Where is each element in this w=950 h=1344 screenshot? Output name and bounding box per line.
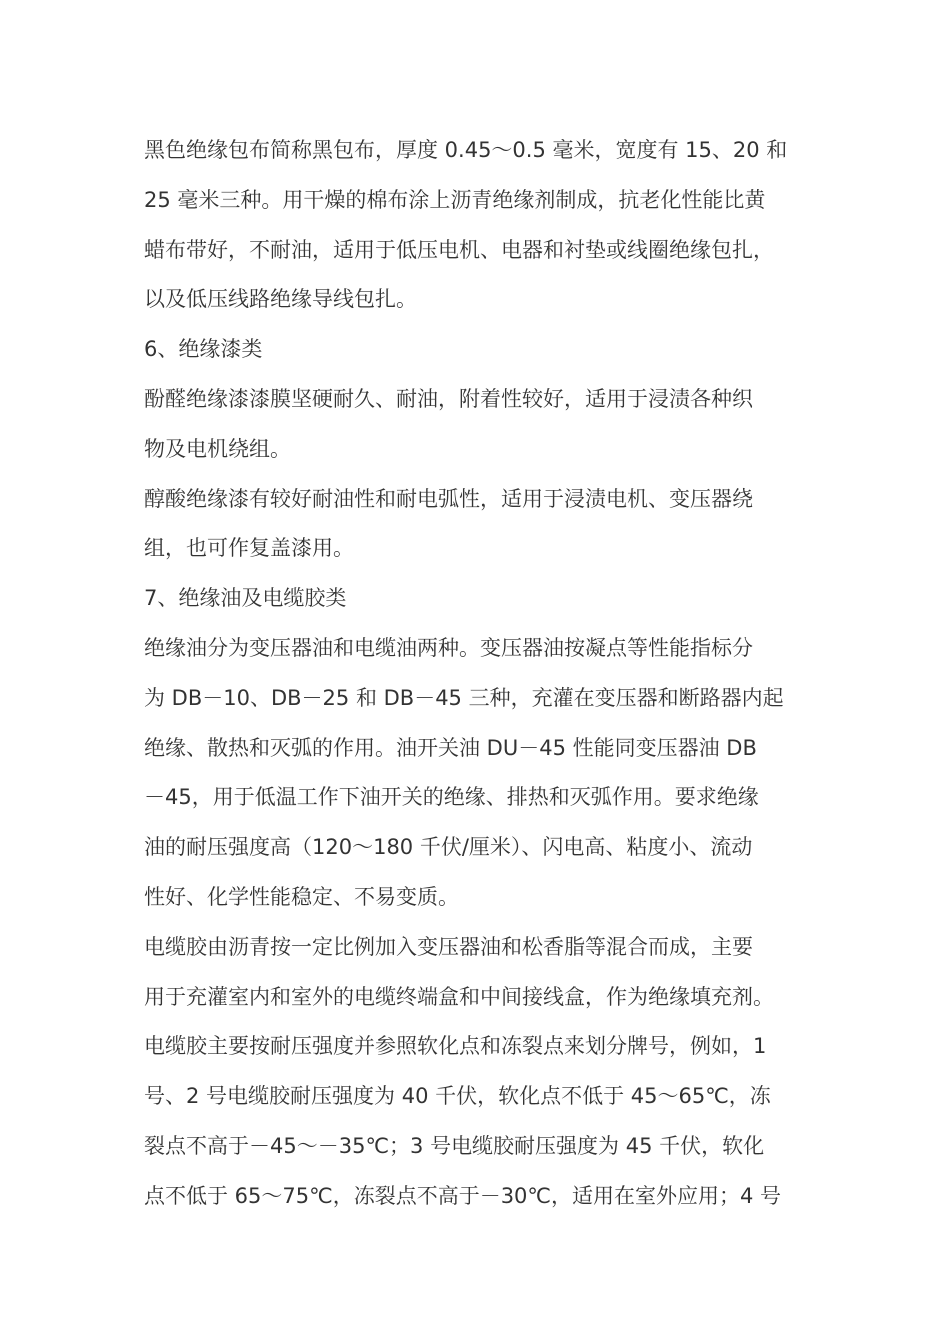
- text-line: 25 毫米三种。用干燥的棉布涂上沥青绝缘剂制成，抗老化性能比黄: [144, 187, 766, 212]
- text-line: 电缆胶主要按耐压强度并参照软化点和冻裂点来划分牌号，例如，1: [144, 1034, 767, 1059]
- text-line: 蜡布带好，不耐油，适用于低压电机、电器和衬垫或线圈绝缘包扎，: [144, 237, 774, 262]
- text-line: 物及电机绕组。: [144, 436, 291, 461]
- text-line: －45，用于低温工作下油开关的绝缘、排热和灭弧作用。要求绝缘: [144, 785, 759, 810]
- text-line: 以及低压线路绝缘导线包扎。: [144, 287, 417, 312]
- text-line: 酚醛绝缘漆漆膜坚硬耐久、耐油，附着性较好，适用于浸渍各种织: [144, 386, 753, 411]
- section-heading: 7、绝缘油及电缆胶类: [144, 586, 347, 611]
- text-line: 黑色绝缘包布简称黑包布，厚度 0.45～0.5 毫米，宽度有 15、20 和: [144, 138, 788, 162]
- text-line: 用于充灌室内和室外的电缆终端盒和中间接线盒，作为绝缘填充剂。: [144, 984, 774, 1009]
- text-line: 电缆胶由沥青按一定比例加入变压器油和松香脂等混合而成，主要: [144, 934, 753, 959]
- text-line: 醇酸绝缘漆有较好耐油性和耐电弧性，适用于浸渍电机、变压器绕: [144, 486, 753, 511]
- text-line: 点不低于 65～75℃，冻裂点不高于－30℃，适用在室外应用；4 号: [144, 1183, 782, 1208]
- body-text: [144, 126, 844, 1222]
- text-line: 裂点不高于－45～－35℃；3 号电缆胶耐压强度为 45 千伏，软化: [144, 1133, 765, 1158]
- text-line: 为 DB－10、DB－25 和 DB－45 三种，充灌在变压器和断路器内起: [144, 685, 784, 710]
- text-line: 绝缘、散热和灭弧的作用。油开关油 DU－45 性能同变压器油 DB: [144, 735, 757, 760]
- text-line: 绝缘油分为变压器油和电缆油两种。变压器油按凝点等性能指标分: [144, 635, 753, 660]
- section-heading: 6、绝缘漆类: [144, 337, 263, 362]
- text-line: 组，也可作复盖漆用。: [144, 536, 354, 561]
- text-line: 性好、化学性能稳定、不易变质。: [144, 884, 459, 909]
- text-line: 油的耐压强度高（120～180 千伏/厘米）、闪电高、粘度小、流动: [144, 835, 753, 860]
- text-line: 号、2 号电缆胶耐压强度为 40 千伏，软化点不低于 45～65℃，冻: [144, 1084, 771, 1109]
